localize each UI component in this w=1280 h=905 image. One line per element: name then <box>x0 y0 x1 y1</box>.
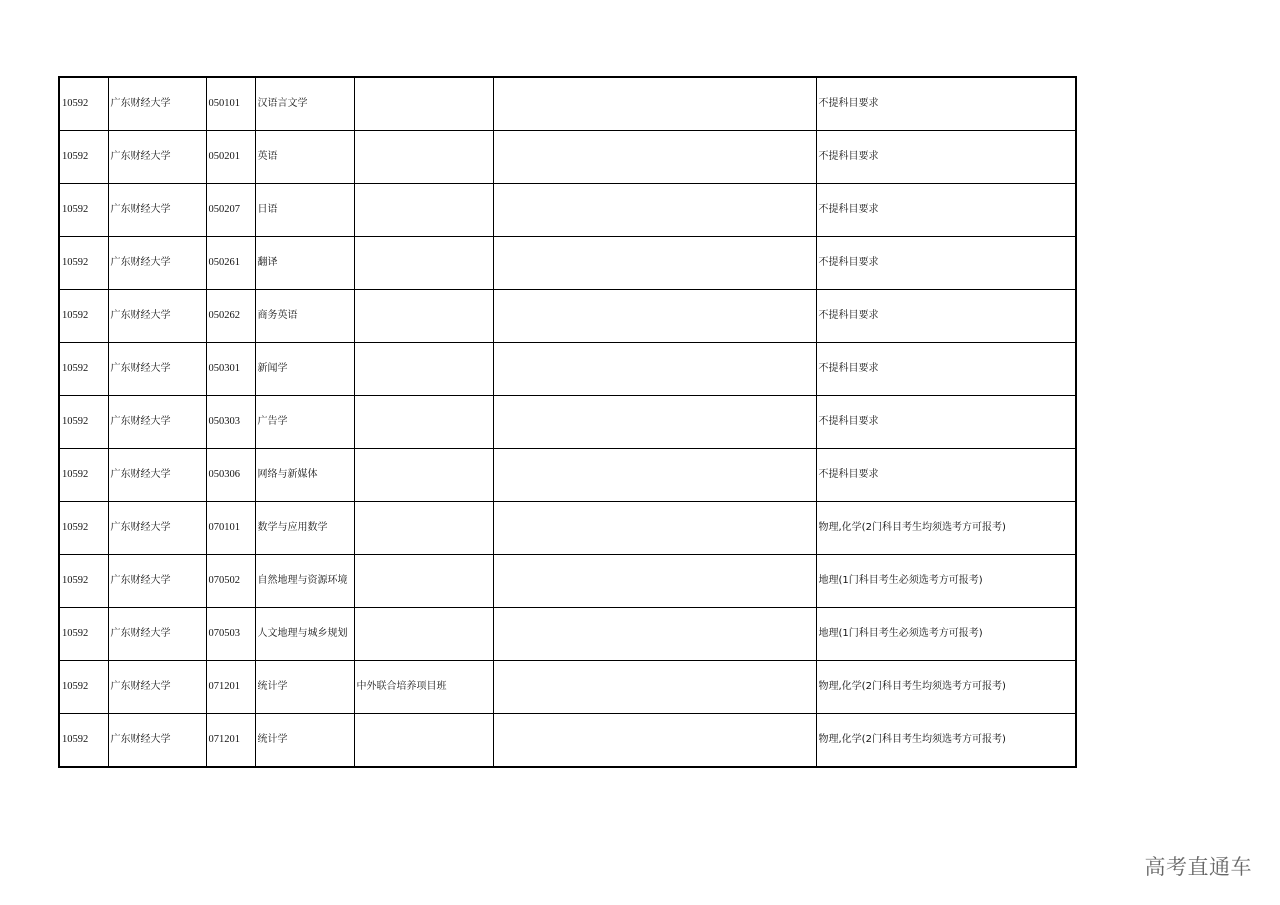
major-code-cell: 050261 <box>206 237 255 290</box>
subject-requirement-cell: 不提科目要求 <box>816 237 1076 290</box>
table-row <box>59 237 1076 290</box>
major-note-cell <box>354 502 493 555</box>
subject-requirements-table <box>58 76 1077 768</box>
major-name-cell: 汉语言文学 <box>255 77 354 131</box>
major-code-cell: 070503 <box>206 608 255 661</box>
school-code-cell: 10592 <box>59 290 108 343</box>
watermark-text: 高考直通车 <box>1144 855 1252 879</box>
major-code-cell: 070101 <box>206 502 255 555</box>
major-note-cell <box>354 343 493 396</box>
subject-requirement-cell: 不提科目要求 <box>816 77 1076 131</box>
major-note-cell <box>354 77 493 131</box>
table-row <box>59 77 1076 131</box>
school-code-cell: 10592 <box>59 449 108 502</box>
table-row <box>59 608 1076 661</box>
table-row <box>59 714 1076 768</box>
major-name-cell: 统计学 <box>255 714 354 768</box>
major-code-cell: 071201 <box>206 714 255 768</box>
table-row <box>59 131 1076 184</box>
major-code-cell: 050201 <box>206 131 255 184</box>
school-code-cell: 10592 <box>59 661 108 714</box>
table-row <box>59 555 1076 608</box>
school-name-cell: 广东财经大学 <box>108 343 206 396</box>
major-note-cell: 中外联合培养项目班 <box>354 661 493 714</box>
major-name-cell: 数学与应用数学 <box>255 502 354 555</box>
subject-requirement-cell: 地理(1门科目考生必须选考方可报考) <box>816 608 1076 661</box>
major-note-cell <box>354 131 493 184</box>
subject-requirement-cell: 地理(1门科目考生必须选考方可报考) <box>816 555 1076 608</box>
major-note-cell <box>354 184 493 237</box>
major-note-cell <box>354 608 493 661</box>
school-code-cell: 10592 <box>59 343 108 396</box>
subject-requirement-cell: 物理,化学(2门科目考生均须选考方可报考) <box>816 714 1076 768</box>
major-name-cell: 翻译 <box>255 237 354 290</box>
table-row <box>59 396 1076 449</box>
extra-cell <box>493 237 816 290</box>
table-row <box>59 502 1076 555</box>
subject-requirement-cell: 不提科目要求 <box>816 449 1076 502</box>
extra-cell <box>493 77 816 131</box>
table-row <box>59 343 1076 396</box>
extra-cell <box>493 608 816 661</box>
extra-cell <box>493 555 816 608</box>
school-name-cell: 广东财经大学 <box>108 608 206 661</box>
school-code-cell: 10592 <box>59 502 108 555</box>
major-name-cell: 广告学 <box>255 396 354 449</box>
school-code-cell: 10592 <box>59 131 108 184</box>
major-note-cell <box>354 396 493 449</box>
major-name-cell: 网络与新媒体 <box>255 449 354 502</box>
major-note-cell <box>354 555 493 608</box>
extra-cell <box>493 502 816 555</box>
major-name-cell: 自然地理与资源环境 <box>255 555 354 608</box>
school-code-cell: 10592 <box>59 396 108 449</box>
school-code-cell: 10592 <box>59 555 108 608</box>
school-name-cell: 广东财经大学 <box>108 449 206 502</box>
subject-requirement-cell: 不提科目要求 <box>816 396 1076 449</box>
major-code-cell: 050301 <box>206 343 255 396</box>
extra-cell <box>493 343 816 396</box>
extra-cell <box>493 184 816 237</box>
school-name-cell: 广东财经大学 <box>108 661 206 714</box>
subject-requirement-cell: 不提科目要求 <box>816 184 1076 237</box>
subject-requirement-cell: 不提科目要求 <box>816 131 1076 184</box>
school-name-cell: 广东财经大学 <box>108 502 206 555</box>
major-code-cell: 050262 <box>206 290 255 343</box>
major-code-cell: 070502 <box>206 555 255 608</box>
extra-cell <box>493 396 816 449</box>
table-body <box>59 77 1076 767</box>
major-note-cell <box>354 714 493 768</box>
major-code-cell: 050306 <box>206 449 255 502</box>
subject-requirement-cell: 物理,化学(2门科目考生均须选考方可报考) <box>816 661 1076 714</box>
table-row <box>59 661 1076 714</box>
school-name-cell: 广东财经大学 <box>108 184 206 237</box>
school-code-cell: 10592 <box>59 184 108 237</box>
major-name-cell: 英语 <box>255 131 354 184</box>
major-name-cell: 日语 <box>255 184 354 237</box>
school-name-cell: 广东财经大学 <box>108 555 206 608</box>
major-name-cell: 商务英语 <box>255 290 354 343</box>
extra-cell <box>493 290 816 343</box>
table-row <box>59 290 1076 343</box>
major-code-cell: 050303 <box>206 396 255 449</box>
school-name-cell: 广东财经大学 <box>108 237 206 290</box>
major-note-cell <box>354 237 493 290</box>
subject-requirement-cell: 不提科目要求 <box>816 290 1076 343</box>
subject-requirement-cell: 不提科目要求 <box>816 343 1076 396</box>
school-name-cell: 广东财经大学 <box>108 714 206 768</box>
major-code-cell: 071201 <box>206 661 255 714</box>
table-row <box>59 184 1076 237</box>
major-name-cell: 人文地理与城乡规划 <box>255 608 354 661</box>
major-name-cell: 统计学 <box>255 661 354 714</box>
school-code-cell: 10592 <box>59 608 108 661</box>
school-name-cell: 广东财经大学 <box>108 77 206 131</box>
table-row <box>59 449 1076 502</box>
major-code-cell: 050207 <box>206 184 255 237</box>
school-code-cell: 10592 <box>59 714 108 768</box>
extra-cell <box>493 131 816 184</box>
major-note-cell <box>354 449 493 502</box>
school-name-cell: 广东财经大学 <box>108 290 206 343</box>
subject-requirement-cell: 物理,化学(2门科目考生均须选考方可报考) <box>816 502 1076 555</box>
school-code-cell: 10592 <box>59 77 108 131</box>
major-name-cell: 新闻学 <box>255 343 354 396</box>
major-note-cell <box>354 290 493 343</box>
major-code-cell: 050101 <box>206 77 255 131</box>
school-name-cell: 广东财经大学 <box>108 131 206 184</box>
extra-cell <box>493 449 816 502</box>
school-code-cell: 10592 <box>59 237 108 290</box>
extra-cell <box>493 661 816 714</box>
extra-cell <box>493 714 816 768</box>
school-name-cell: 广东财经大学 <box>108 396 206 449</box>
data-table-container <box>58 76 1077 768</box>
